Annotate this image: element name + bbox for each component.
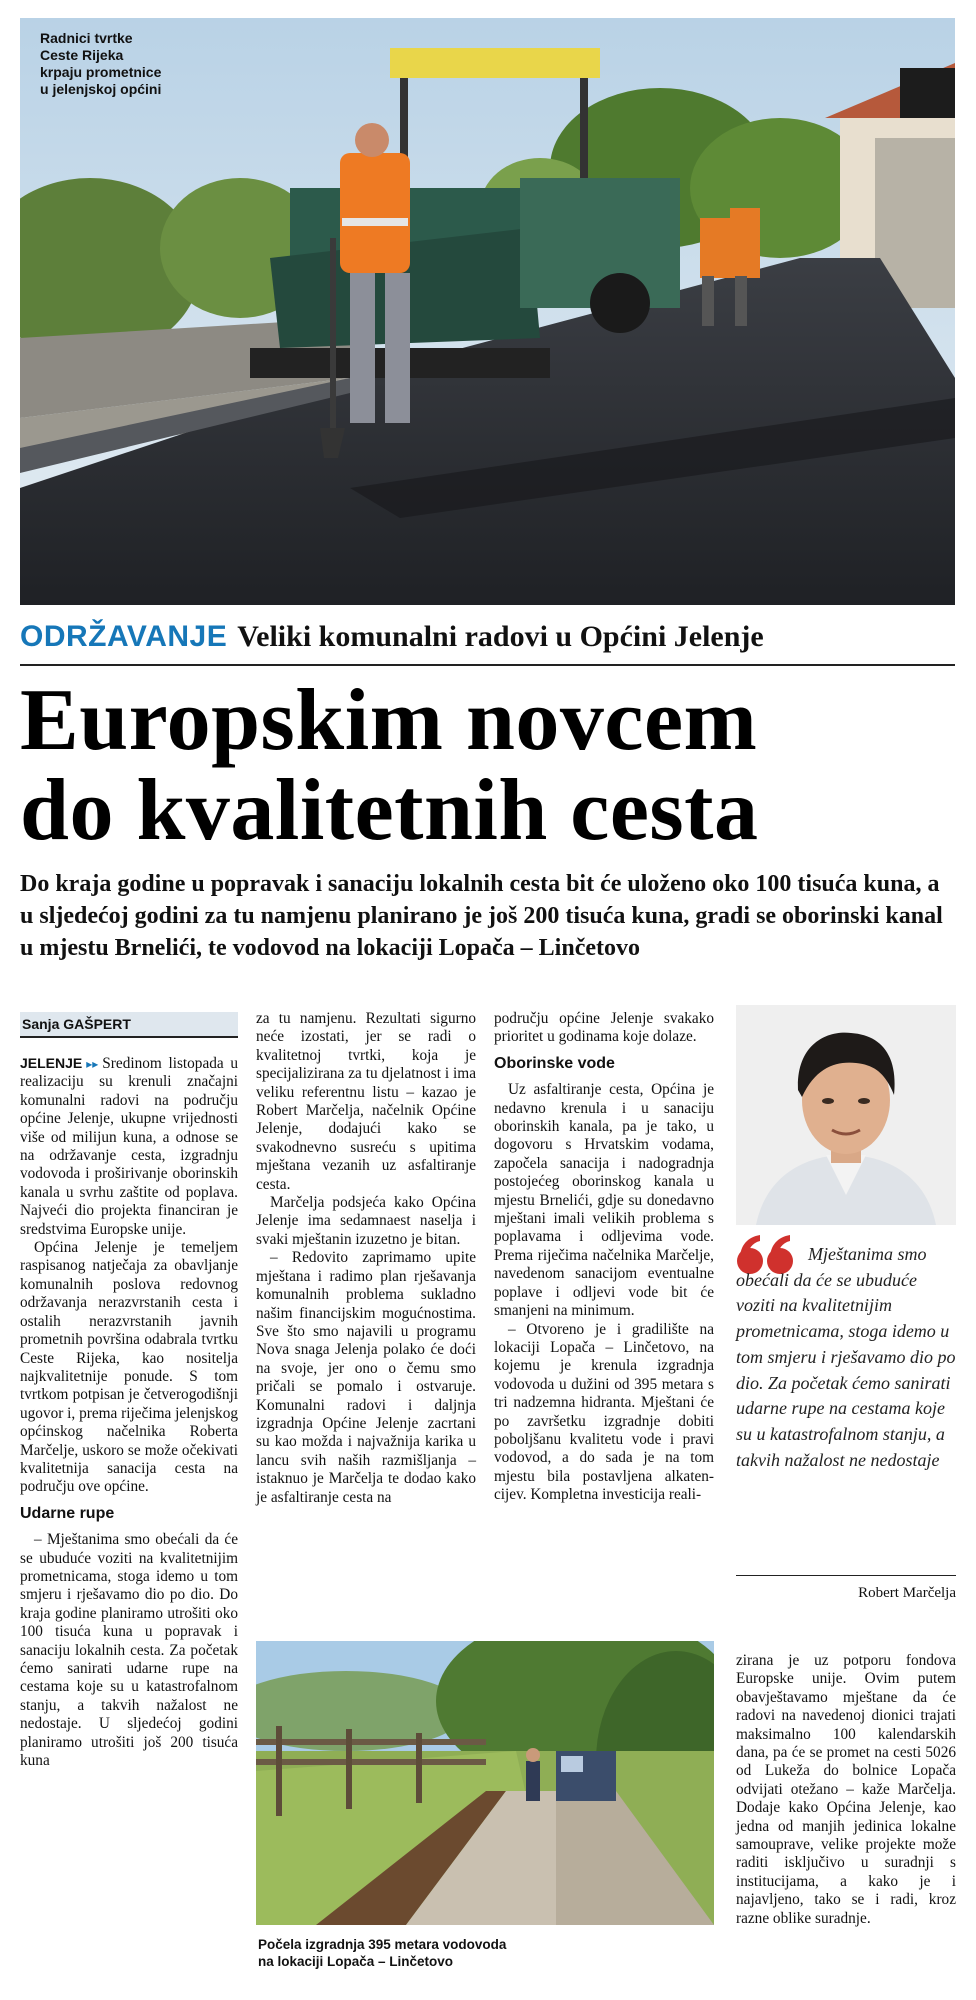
headline bbox=[20, 672, 960, 859]
double-arrow-icon: ▸▸ bbox=[86, 1057, 99, 1071]
paragraph: području općine Jelenje svakako prioritet u godinama koje dolaze. bbox=[494, 1010, 714, 1046]
paragraph: Uz asfaltiranje cesta, Općina je nedavno krenula i u sanaciju oborinskih kanala, pa je tako, u dogovoru s Hrvatskim vodama, započela sanacija i nadogradnja postojećeg oborinskog kanala u mjestu Brnelići, gdje su donedavno mještani imali velikih problema s poplavama i odljevima vode. Prema riječima načelnika Marčelje, navedenom sanacijom eventualne poplave i odljevi vode bit će smanjeni na minimum. bbox=[494, 1081, 714, 1320]
kicker-title: Veliki komunalni radovi u Općini Jelenje bbox=[237, 620, 764, 653]
bottom-photo bbox=[256, 1641, 714, 1925]
bottom-photo-caption: Počela izgradnja 395 metara vodovoda na lokaciji Lopača – Linčetovo bbox=[258, 1937, 507, 1969]
top-photo bbox=[20, 18, 955, 605]
quote-divider bbox=[736, 1575, 956, 1576]
paragraph: – Redovito zaprimamo upite mještana i radimo plan rješavanja komunalnih problema sukladno našim financijskim mogućnostima. Sve što smo najavili u programu Nova snaga Jelenja polako će doći na svoje, jer ono o čemu smo pričali se pomalo i ostvaruje. Komunalni radovi i daljnja izgradnja Općine Jelenje zacrtani su kao možda i najvažnija karika u lancu svih naših razmišljanja – istaknuo je Marčelja te dodao kako je asfaltiranje cesta na bbox=[256, 1249, 476, 1506]
dateline: JELENJE bbox=[20, 1055, 83, 1071]
headline-line-2: do kvalitetnih cesta bbox=[20, 762, 759, 859]
paragraph: za tu namjenu. Rezultati sigurno neće izostati, jer se radi o kvalitetnoj tvrtki, koja je specijalizirana za tu djelatnost i ima veliku referentnu listu – kazao je Robert Marčelja, načelnik Općine Jelenje, dodajući kako se svakodnevno susreću s upitima mještana vezanih uz asfaltiranje cesta. bbox=[256, 1010, 476, 1193]
pull-quote: Mještanima smo obećali da će se ubuduće voziti na kvalitetnijim prometnicama, stoga idemo u tom smjeru i rješavamo dio po dio. Za početak ćemo sanirati udarne rupe na cestama koje su u katastrofalnom stanju, a takvih nažalost ne nedostaje bbox=[736, 1244, 956, 1470]
paragraph: zirana je uz potporu fondova Europske unije. Ovim putem obavještavamo mještane da će radovi na navedenoj dionici trajati maksimalno 100 kalendarskih dana, pa će se promet na cesti 5026 od Lukeža do bolnice Lopača odvijati otežano – kaže Marčelja. Dodaje kako Općina Jelenje, kao jedna od manjih jedinica lokalne samouprave, velike projekte može raditi isključivo u suradnji s institucijama, a kako je i najavljeno, tako se i radi, kroz razne oblike suradnje. bbox=[736, 1652, 956, 1927]
top-photo-caption: Radnici tvrtke Ceste Rijeka krpaju prometnice u jelenjskoj općini bbox=[40, 30, 162, 97]
quote-author: Robert Marčelja bbox=[858, 1585, 956, 1601]
headline-line-1: Europskim novcem bbox=[20, 672, 758, 769]
article-column-1 bbox=[20, 1054, 238, 1770]
paragraph: Marčelja podsjeća kako Općina Jelenje ima sedamnaest naselja i svaki mještanin izuzetno je bitan. bbox=[256, 1194, 476, 1248]
section-kicker bbox=[20, 620, 955, 666]
subheading: Udarne rupe bbox=[20, 1504, 115, 1522]
byline bbox=[20, 1012, 238, 1038]
article-column-2 bbox=[256, 1010, 476, 1507]
paragraph: – Mještanima smo obećali da će se ubuduće voziti na kvalitetnijim prometnicama, stoga idemo u tom smjeru i rješavamo dio po dio. Do kraja godine planiramo utrošiti oko 100 tisuća kuna u popravak i sanaciju lokalnih cesta. Za početak ćemo sanirati udarne rupe na cestama koje su u katastrofalnom stanju, a takvih nažalost ne nedostaje. U sljedećoj godini planiramo utrošiti još 200 tisuća kuna bbox=[20, 1531, 238, 1770]
paragraph: – Otvoreno je i gradilište na lokaciji Lopača – Linčetovo, na kojemu je krenula izgradnja vodovoda u dužini od 395 metara s tri nadzemna hidranta. Mještani će po završetku izgradnje dobiti poboljšanu kvalitetu vode i pravi vodovod, a do sada je na tom mjestu bila postavljena alkaten-cijev. Kompletna investicija reali- bbox=[494, 1320, 714, 1504]
article-column-4 bbox=[736, 1652, 956, 1928]
paragraph-text: Sredinom listopada u realizaciju su krenuli značajni komunalni radovi na području općine Jelenje, ukupne vrijednosti više od milijun kuna, a odnose se na održavanje cesta, izgradnju vodovoda i proširivanje oborinskih kanala u svrhu zaštite od poplava. Najveći dio projekta financiran je sredstvima Europske unije. bbox=[20, 1055, 238, 1238]
lead-paragraph: Do kraja godine u popravak i sanaciju lokalnih cesta bit će uloženo oko 100 tisuća kuna, a u sljedećoj godini za tu namjenu planirano je još 200 tisuća kuna, gradi se oborinski kanal u mjestu Brnelići, te vodovod na lokaciji Lopača – Linčetovo bbox=[20, 871, 943, 961]
article-column-3 bbox=[494, 1010, 714, 1505]
subheading: Oborinske vode bbox=[494, 1054, 615, 1072]
paragraph: Općina Jelenje je temeljem raspisanog natječaja za obavljanje komunalnih poslova redovnog održavanja nerazvrstanih cesta i ostalih nerazvrstanih javnih prometnih površina odabrala tvrtku Ceste Rijeka, kao nositelja najkvalitetnije ponude. S tom tvrtkom potpisan je četverogodišnji ugovor i, prema riječima jelenjskog općinskog načelnika Roberta Marčelje, uskoro se može očekivati kvalitetnija sanacija cesta na području ove općine. bbox=[20, 1239, 238, 1496]
paragraph bbox=[20, 1054, 238, 1239]
author-name: Sanja GAŠPERT bbox=[22, 1016, 131, 1032]
portrait-photo bbox=[736, 1005, 956, 1225]
section-label: ODRŽAVANJE bbox=[20, 620, 228, 653]
